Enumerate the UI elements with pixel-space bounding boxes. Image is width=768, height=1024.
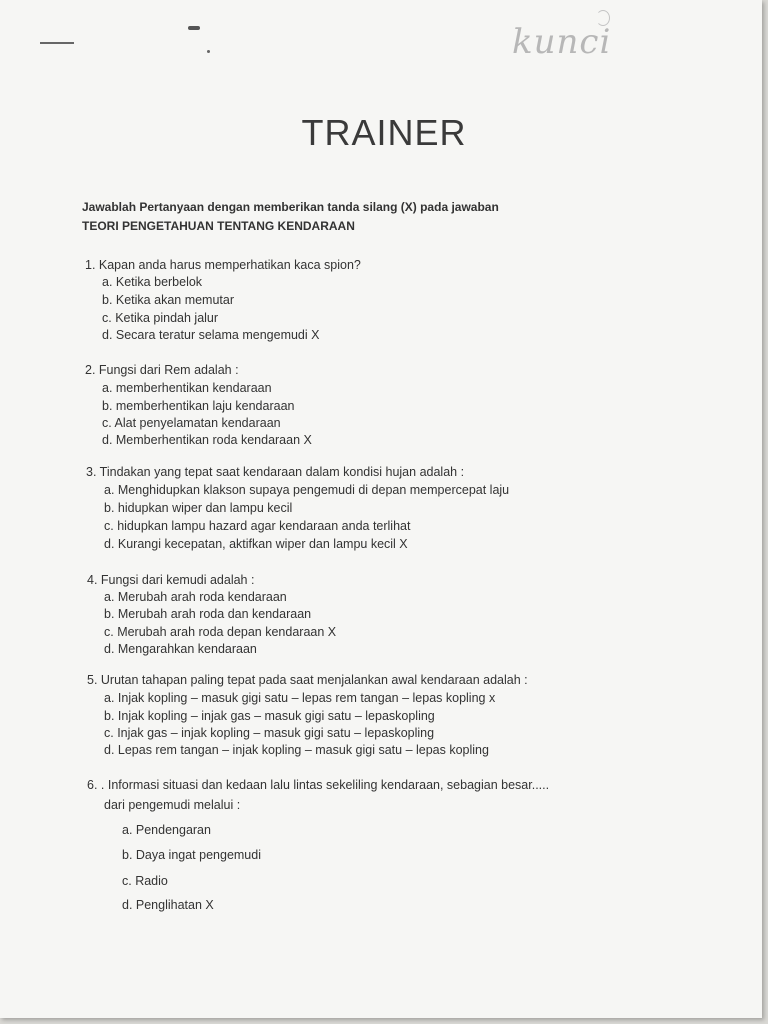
question-6-option-d: d. Penglihatan X xyxy=(122,898,214,912)
question-5: 5. Urutan tahapan paling tepat pada saat menjalankan awal kendaraan adalah : xyxy=(87,673,528,687)
question-3-option-b: b. hidupkan wiper dan lampu kecil xyxy=(104,501,293,515)
question-1-option-a: a. Ketika berbelok xyxy=(102,275,203,289)
question-1: 1. Kapan anda harus memperhatikan kaca spion? xyxy=(85,258,361,272)
handwritten-note: kunci xyxy=(512,22,612,62)
instruction-line-1: Jawablah Pertanyaan dengan memberikan tanda silang (X) pada jawaban xyxy=(82,200,499,214)
question-2-option-d: d. Memberhentikan roda kendaraan X xyxy=(102,433,312,447)
question-2: 2. Fungsi dari Rem adalah : xyxy=(85,363,239,377)
question-6-option-a: a. Pendengaran xyxy=(122,823,211,837)
question-3-option-a: a. Menghidupkan klakson supaya pengemudi di depan mempercepat laju xyxy=(104,483,510,497)
scan-speck xyxy=(40,42,74,44)
question-3-option-d: d. Kurangi kecepatan, aktifkan wiper dan lampu kecil X xyxy=(104,537,408,551)
question-6: 6. . Informasi situasi dan kedaan lalu lintas sekeliling kendaraan, sebagian besar..... xyxy=(87,778,550,792)
question-5-option-a: a. Injak kopling – masuk gigi satu – lepas rem tangan – lepas kopling x xyxy=(104,691,496,705)
question-1-option-b: b. Ketika akan memutar xyxy=(102,293,235,307)
question-3: 3. Tindakan yang tepat saat kendaraan dalam kondisi hujan adalah : xyxy=(86,465,465,479)
scan-speck xyxy=(188,26,200,30)
question-4-option-b: b. Merubah arah roda dan kendaraan xyxy=(104,607,312,621)
scan-speck xyxy=(207,50,210,53)
question-5-option-c: c. Injak gas – injak kopling – masuk gigi satu – lepaskopling xyxy=(104,726,435,740)
question-6-option-c: c. Radio xyxy=(122,874,168,888)
question-1-option-d: d. Secara teratur selama mengemudi X xyxy=(102,328,320,342)
question-5-option-d: d. Lepas rem tangan – injak kopling – masuk gigi satu – lepas kopling xyxy=(104,743,489,757)
page-title: TRAINER xyxy=(301,112,467,153)
question-4: 4. Fungsi dari kemudi adalah : xyxy=(87,573,255,587)
question-2-option-b: b. memberhentikan laju kendaraan xyxy=(102,399,295,413)
question-1-option-c: c. Ketika pindah jalur xyxy=(102,311,219,325)
instruction-line-2: TEORI PENGETAHUAN TENTANG KENDARAAN xyxy=(82,219,355,233)
question-2-option-a: a. memberhentikan kendaraan xyxy=(102,381,272,395)
question-4-option-d: d. Mengarahkan kendaraan xyxy=(104,642,257,656)
question-6-continuation: dari pengemudi melalui : xyxy=(104,798,241,812)
question-4-option-a: a. Merubah arah roda kendaraan xyxy=(104,590,287,604)
question-5-option-b: b. Injak kopling – injak gas – masuk gigi satu – lepaskopling xyxy=(104,709,435,723)
question-4-option-c: c. Merubah arah roda depan kendaraan X xyxy=(104,625,337,639)
question-3-option-c: c. hidupkan lampu hazard agar kendaraan anda terlihat xyxy=(104,519,411,533)
question-6-option-b: b. Daya ingat pengemudi xyxy=(122,848,261,862)
question-2-option-c: c. Alat penyelamatan kendaraan xyxy=(102,416,281,430)
